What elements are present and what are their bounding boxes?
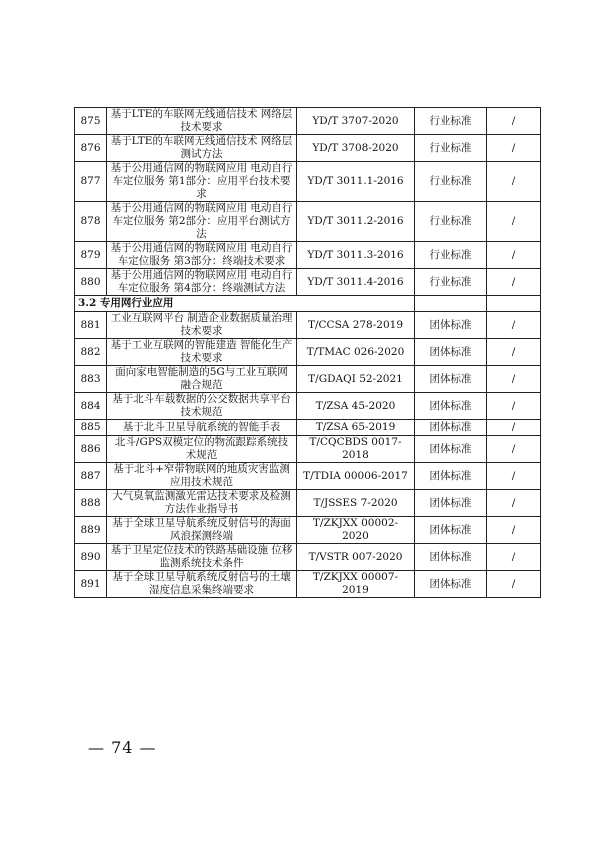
standard-name: 工业互联网平台 制造企业数据质量治理技术要求 <box>107 312 297 339</box>
standard-remark: / <box>487 366 541 393</box>
row-number: 881 <box>75 312 107 339</box>
section-empty-cell <box>487 296 541 312</box>
page-number: — 74 — <box>88 738 157 757</box>
section-empty-cell <box>415 296 487 312</box>
row-number: 885 <box>75 420 107 436</box>
row-number: 891 <box>75 571 107 598</box>
row-number: 875 <box>75 108 107 135</box>
standard-remark: / <box>487 436 541 463</box>
standard-code: T/GDAQI 52-2021 <box>297 366 415 393</box>
standard-code: T/CQCBDS 0017-2018 <box>297 436 415 463</box>
row-number: 879 <box>75 242 107 269</box>
standard-type: 团体标准 <box>415 366 487 393</box>
row-number: 878 <box>75 202 107 242</box>
standard-code: YD/T 3011.4-2016 <box>297 269 415 296</box>
standard-remark: / <box>487 242 541 269</box>
table-row <box>75 436 541 463</box>
standard-type: 团体标准 <box>415 517 487 544</box>
standard-type: 团体标准 <box>415 312 487 339</box>
standard-code: YD/T 3011.1-2016 <box>297 162 415 202</box>
standard-code: T/ZSA 65-2019 <box>297 420 415 436</box>
section-title: 3.2 专用网行业应用 <box>75 296 415 312</box>
standard-name: 基于公用通信网的物联网应用 电动自行车定位服务 第3部分：终端技术要求 <box>107 242 297 269</box>
standard-code: T/VSTR 007-2020 <box>297 544 415 571</box>
standard-type: 团体标准 <box>415 490 487 517</box>
standard-remark: / <box>487 517 541 544</box>
row-number: 887 <box>75 463 107 490</box>
standard-type: 团体标准 <box>415 339 487 366</box>
row-number: 880 <box>75 269 107 296</box>
standard-remark: / <box>487 420 541 436</box>
row-number: 889 <box>75 517 107 544</box>
standard-remark: / <box>487 544 541 571</box>
standard-remark: / <box>487 490 541 517</box>
standard-remark: / <box>487 162 541 202</box>
standard-type: 行业标准 <box>415 135 487 162</box>
standard-code: T/ZSA 45-2020 <box>297 393 415 420</box>
row-number: 888 <box>75 490 107 517</box>
standard-type: 行业标准 <box>415 202 487 242</box>
table-row <box>75 242 541 269</box>
table-row <box>75 490 541 517</box>
table-row <box>75 202 541 242</box>
row-number: 884 <box>75 393 107 420</box>
section-row <box>75 296 541 312</box>
standard-name: 基于公用通信网的物联网应用 电动自行车定位服务 第4部分：终端测试方法 <box>107 269 297 296</box>
standard-type: 行业标准 <box>415 242 487 269</box>
standard-code: T/CCSA 278-2019 <box>297 312 415 339</box>
row-number: 877 <box>75 162 107 202</box>
standards-table-body <box>75 108 541 598</box>
standard-name: 大气臭氧监测激光雷达技术要求及检测方法作业指导书 <box>107 490 297 517</box>
table-row <box>75 108 541 135</box>
table-row <box>75 393 541 420</box>
standards-table <box>74 107 541 598</box>
standard-code: T/ZKJXX 00002-2020 <box>297 517 415 544</box>
standard-remark: / <box>487 108 541 135</box>
standard-remark: / <box>487 463 541 490</box>
table-row <box>75 312 541 339</box>
standard-type: 团体标准 <box>415 571 487 598</box>
table-row <box>75 517 541 544</box>
standard-type: 行业标准 <box>415 269 487 296</box>
standard-type: 团体标准 <box>415 544 487 571</box>
standard-remark: / <box>487 135 541 162</box>
standard-remark: / <box>487 202 541 242</box>
table-row <box>75 463 541 490</box>
table-row <box>75 339 541 366</box>
table-row <box>75 544 541 571</box>
standard-name: 基于全球卫星导航系统反射信号的海面风浪探测终端 <box>107 517 297 544</box>
standard-name: 基于工业互联网的智能建造 智能化生产技术要求 <box>107 339 297 366</box>
table-row <box>75 135 541 162</box>
row-number: 876 <box>75 135 107 162</box>
standard-code: T/TDIA 00006-2017 <box>297 463 415 490</box>
standard-name: 基于北斗车载数据的公交数据共享平台技术规范 <box>107 393 297 420</box>
standard-name: 基于LTE的车联网无线通信技术 网络层测试方法 <box>107 135 297 162</box>
standard-code: YD/T 3011.2-2016 <box>297 202 415 242</box>
standard-code: T/ZKJXX 00007-2019 <box>297 571 415 598</box>
standard-type: 行业标准 <box>415 108 487 135</box>
standard-name: 基于公用通信网的物联网应用 电动自行车定位服务 第1部分：应用平台技术要求 <box>107 162 297 202</box>
standard-name: 北斗/GPS双模定位的物流跟踪系统技术规范 <box>107 436 297 463</box>
standard-type: 团体标准 <box>415 463 487 490</box>
standard-code: YD/T 3011.3-2016 <box>297 242 415 269</box>
standard-type: 团体标准 <box>415 393 487 420</box>
table-row <box>75 420 541 436</box>
row-number: 886 <box>75 436 107 463</box>
standard-code: T/TMAC 026-2020 <box>297 339 415 366</box>
standard-name: 基于LTE的车联网无线通信技术 网络层技术要求 <box>107 108 297 135</box>
row-number: 890 <box>75 544 107 571</box>
standard-type: 团体标准 <box>415 420 487 436</box>
standard-type: 行业标准 <box>415 162 487 202</box>
standard-remark: / <box>487 269 541 296</box>
row-number: 883 <box>75 366 107 393</box>
standard-remark: / <box>487 571 541 598</box>
standard-name: 基于北斗+窄带物联网的地质灾害监测应用技术规范 <box>107 463 297 490</box>
standard-name: 基于卫星定位技术的铁路基础设施 位移监测系统技术条件 <box>107 544 297 571</box>
standard-name: 基于公用通信网的物联网应用 电动自行车定位服务 第2部分：应用平台测试方法 <box>107 202 297 242</box>
standard-name: 基于北斗卫星导航系统的智能手表 <box>107 420 297 436</box>
standard-remark: / <box>487 312 541 339</box>
standard-code: T/JSSES 7-2020 <box>297 490 415 517</box>
table-row <box>75 162 541 202</box>
standard-remark: / <box>487 339 541 366</box>
standard-type: 团体标准 <box>415 436 487 463</box>
standard-code: YD/T 3707-2020 <box>297 108 415 135</box>
table-row <box>75 269 541 296</box>
standard-code: YD/T 3708-2020 <box>297 135 415 162</box>
standard-remark: / <box>487 393 541 420</box>
table-row <box>75 571 541 598</box>
standard-name: 面向家电智能制造的5G与工业互联网融合规范 <box>107 366 297 393</box>
row-number: 882 <box>75 339 107 366</box>
standard-name: 基于全球卫星导航系统反射信号的土壤湿度信息采集终端要求 <box>107 571 297 598</box>
table-row <box>75 366 541 393</box>
